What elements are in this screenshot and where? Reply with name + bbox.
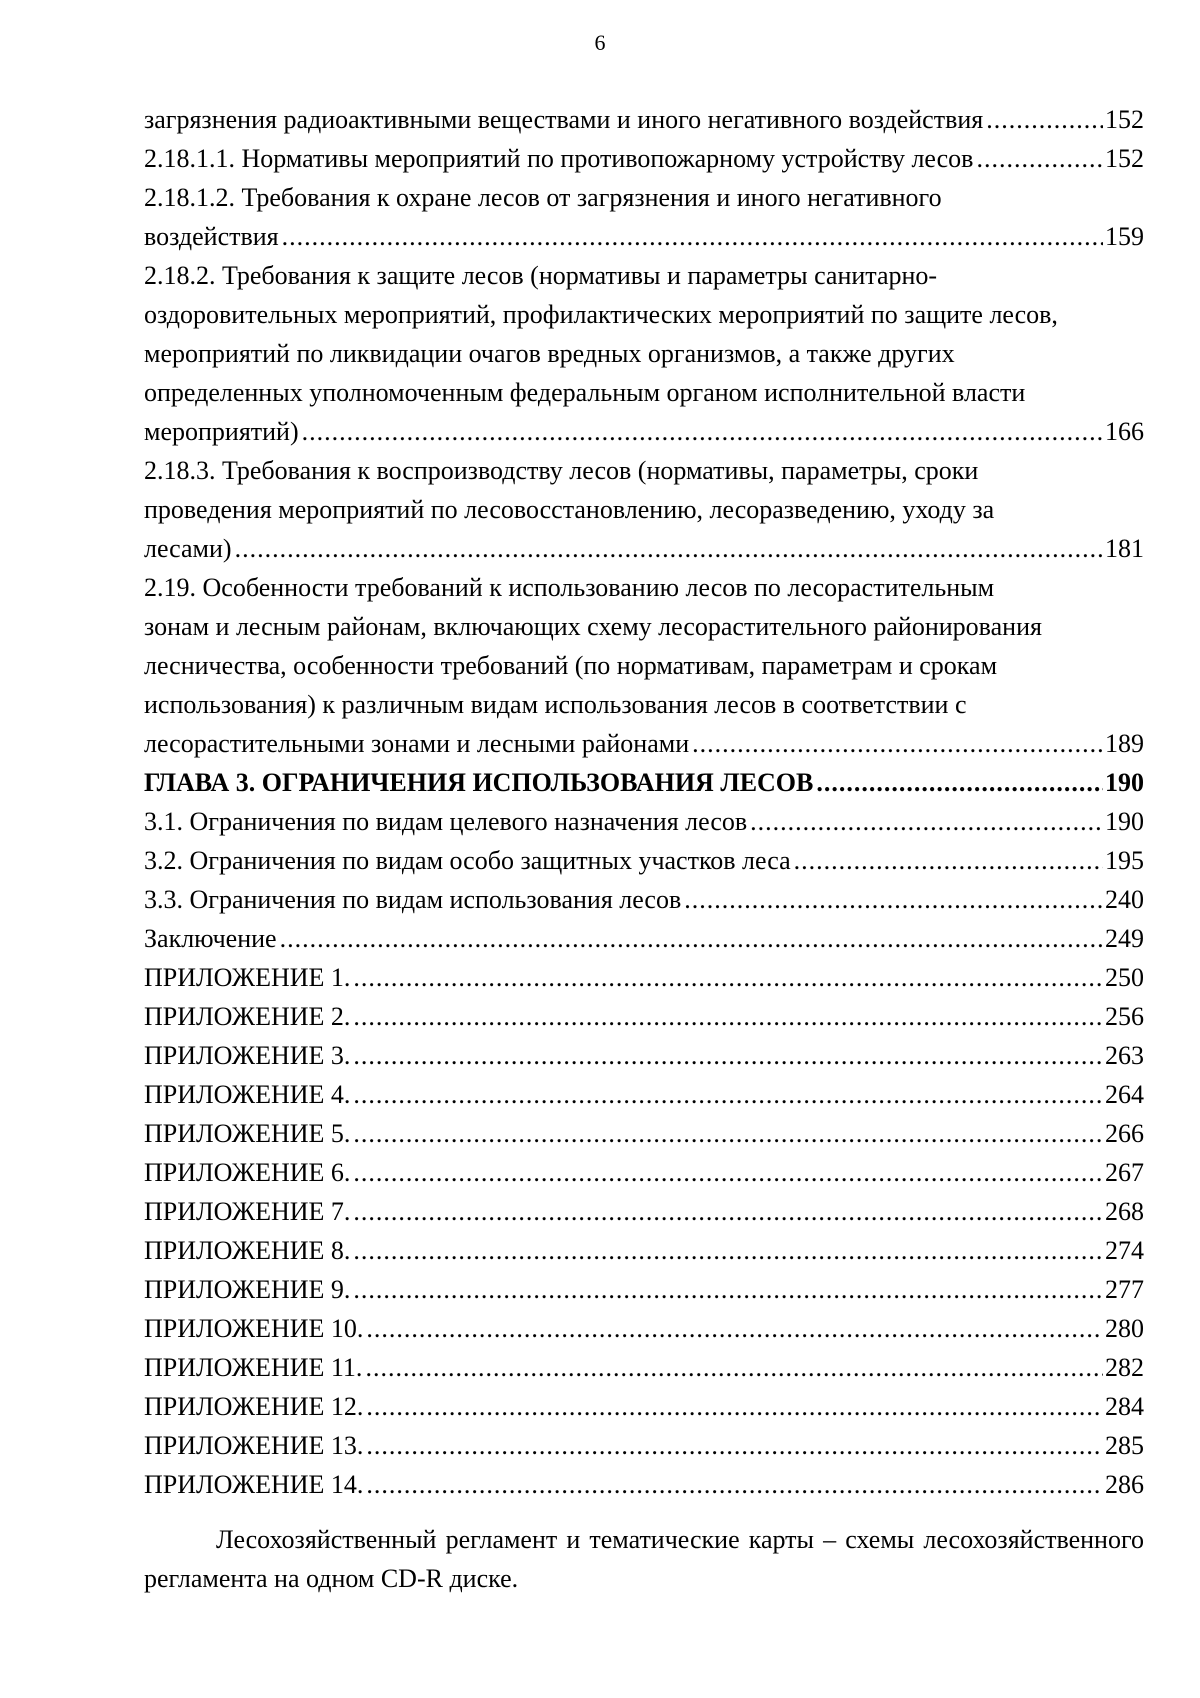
toc-entry-page: 256 — [1105, 1002, 1144, 1031]
toc-entry-page: 268 — [1105, 1197, 1144, 1226]
toc-entry[interactable] — [144, 1270, 1144, 1309]
toc-entry-last-line — [144, 1348, 1144, 1387]
toc-entry-title: лесорастительными зонами и лесными районами — [144, 729, 690, 758]
toc-entry-page: 266 — [1105, 1119, 1144, 1148]
toc-entry-last-line — [144, 802, 1144, 841]
toc-entry-page: 284 — [1105, 1392, 1144, 1421]
toc-entry-last-line — [144, 529, 1144, 568]
toc-entry-title: ПРИЛОЖЕНИЕ 8. — [144, 1236, 351, 1265]
toc-entry-title: лесами) — [144, 534, 232, 563]
toc-entry-last-line — [144, 412, 1144, 451]
toc-entry-title: ПРИЛОЖЕНИЕ 4. — [144, 1080, 351, 1109]
dot-leader — [353, 1036, 1103, 1075]
toc-entry[interactable] — [144, 997, 1144, 1036]
toc-entry-line: 2.18.3. Требования к воспроизводству лесов (нормативы, параметры, сроки — [144, 456, 979, 485]
toc-entry-line: 2.18.2. Требования к защите лесов (нормативы и параметры санитарно- — [144, 261, 938, 290]
toc-entry-page: 189 — [1105, 729, 1144, 758]
toc-entry-page: 190 — [1105, 807, 1144, 836]
dot-leader — [794, 841, 1103, 880]
toc-entry-last-line — [144, 841, 1144, 880]
dot-leader — [353, 997, 1103, 1036]
toc-entry[interactable] — [144, 1465, 1144, 1504]
toc-entry[interactable] — [144, 1075, 1144, 1114]
toc-entry[interactable] — [144, 1192, 1144, 1231]
dot-leader — [684, 880, 1103, 919]
toc-entry[interactable] — [144, 1231, 1144, 1270]
dot-leader — [353, 1153, 1103, 1192]
toc-entry[interactable] — [144, 1153, 1144, 1192]
toc-entry-last-line — [144, 880, 1144, 919]
dot-leader — [280, 919, 1103, 958]
dot-leader — [353, 1114, 1103, 1153]
toc-entry-line: 2.18.1.2. Требования к охране лесов от загрязнения и иного негативного — [144, 183, 942, 212]
toc-entry-title: 3.2. Ограничения по видам особо защитных участков леса — [144, 846, 791, 875]
toc-entry-page: 264 — [1105, 1080, 1144, 1109]
dot-leader — [353, 1192, 1103, 1231]
toc-entry-page: 166 — [1105, 417, 1144, 446]
toc-entry-title: Заключение — [144, 924, 277, 953]
dot-leader — [353, 958, 1103, 997]
toc-entry-last-line — [144, 1153, 1144, 1192]
toc-entry-line: лесничества, особенности требований (по нормативам, параметрам и срокам — [144, 651, 998, 680]
dot-leader — [282, 217, 1103, 256]
toc-entry-title: ПРИЛОЖЕНИЕ 13. — [144, 1431, 364, 1460]
toc-entry-last-line — [144, 724, 1144, 763]
toc-entry-line: зонам и лесным районам, включающих схему лесорастительного районирования — [144, 612, 1042, 641]
dot-leader — [366, 1465, 1103, 1504]
toc-entry-title: загрязнения радиоактивными веществами и иного негативного воздействия — [144, 105, 984, 134]
dot-leader — [353, 1075, 1103, 1114]
closing-text: Лесохозяйственный регламент и тематические карты – схемы лесохозяйственного регламента на одном CD-R диске. — [144, 1525, 1144, 1593]
toc-entry-title: ПРИЛОЖЕНИЕ 9. — [144, 1275, 351, 1304]
toc-entry-page: 240 — [1105, 885, 1144, 914]
toc-entry-title: мероприятий) — [144, 417, 299, 446]
dot-leader — [235, 529, 1103, 568]
toc-entry-line: 2.19. Особенности требований к использованию лесов по лесорастительным — [144, 573, 995, 602]
toc-entry[interactable] — [144, 451, 1144, 568]
toc-entry-title: ПРИЛОЖЕНИЕ 7. — [144, 1197, 351, 1226]
toc-entry-last-line — [144, 217, 1144, 256]
toc-entry[interactable] — [144, 256, 1144, 451]
toc-entry[interactable] — [144, 1036, 1144, 1075]
dot-leader — [353, 1270, 1103, 1309]
toc-entry-last-line — [144, 1270, 1144, 1309]
toc-entry-line: оздоровительных мероприятий, профилактических мероприятий по защите лесов, — [144, 300, 1058, 329]
toc-entry-title: 3.1. Ограничения по видам целевого назначения лесов — [144, 807, 748, 836]
dot-leader — [302, 412, 1103, 451]
toc-entry-page: 274 — [1105, 1236, 1144, 1265]
toc-entry-page: 267 — [1105, 1158, 1144, 1187]
dot-leader — [366, 1426, 1103, 1465]
toc-entry-title: ПРИЛОЖЕНИЕ 11. — [144, 1353, 363, 1382]
toc-entry-title: ПРИЛОЖЕНИЕ 3. — [144, 1041, 351, 1070]
toc-entry-last-line — [144, 1309, 1144, 1348]
dot-leader — [366, 1309, 1103, 1348]
toc-entry-title: ПРИЛОЖЕНИЕ 12. — [144, 1392, 364, 1421]
dot-leader — [353, 1231, 1103, 1270]
toc-entry-page: 277 — [1105, 1275, 1144, 1304]
toc-entry-last-line — [144, 1075, 1144, 1114]
toc-entry-page: 195 — [1105, 846, 1144, 875]
toc-entry[interactable] — [144, 139, 1144, 178]
closing-paragraph — [144, 1520, 1144, 1598]
table-of-contents — [144, 100, 1144, 1504]
toc-entry[interactable] — [144, 802, 1144, 841]
toc-entry[interactable] — [144, 1426, 1144, 1465]
toc-entry-last-line — [144, 1387, 1144, 1426]
toc-entry[interactable] — [144, 100, 1144, 139]
toc-entry-last-line — [144, 958, 1144, 997]
toc-entry-page: 152 — [1105, 105, 1144, 134]
toc-entry[interactable] — [144, 919, 1144, 958]
toc-entry-line: использования) к различным видам использования лесов в соответствии с — [144, 690, 967, 719]
toc-entry-last-line — [144, 139, 1144, 178]
toc-entry-title: 3.3. Ограничения по видам использования лесов — [144, 885, 682, 914]
toc-entry[interactable] — [144, 1348, 1144, 1387]
toc-entry-page: 263 — [1105, 1041, 1144, 1070]
toc-entry-last-line — [144, 1426, 1144, 1465]
toc-entry-last-line — [144, 1192, 1144, 1231]
toc-entry-title: ПРИЛОЖЕНИЕ 14. — [144, 1470, 364, 1499]
toc-entry-page: 190 — [1105, 768, 1144, 797]
toc-entry-line: проведения мероприятий по лесовосстановлению, лесоразведению, уходу за — [144, 495, 995, 524]
toc-entry-page: 181 — [1105, 534, 1144, 563]
toc-entry[interactable] — [144, 1387, 1144, 1426]
toc-entry[interactable] — [144, 568, 1144, 763]
toc-entry[interactable] — [144, 763, 1144, 802]
toc-entry-title: ПРИЛОЖЕНИЕ 10. — [144, 1314, 364, 1343]
toc-entry-last-line — [144, 1231, 1144, 1270]
toc-entry-last-line — [144, 919, 1144, 958]
dot-leader — [816, 763, 1103, 802]
page-number: 6 — [594, 30, 606, 55]
toc-entry-title: ПРИЛОЖЕНИЕ 5. — [144, 1119, 351, 1148]
toc-entry[interactable] — [144, 841, 1144, 880]
toc-entry-page: 286 — [1105, 1470, 1144, 1499]
toc-entry-title: ПРИЛОЖЕНИЕ 6. — [144, 1158, 351, 1187]
toc-entry-page: 250 — [1105, 963, 1144, 992]
toc-entry[interactable] — [144, 178, 1144, 256]
toc-entry-page: 282 — [1105, 1353, 1144, 1382]
toc-entry-title: ПРИЛОЖЕНИЕ 1. — [144, 963, 351, 992]
toc-entry-last-line — [144, 1036, 1144, 1075]
toc-entry-page: 249 — [1105, 924, 1144, 953]
toc-entry-title: ГЛАВА 3. ОГРАНИЧЕНИЯ ИСПОЛЬЗОВАНИЯ ЛЕСОВ — [144, 768, 814, 797]
dot-leader — [986, 100, 1103, 139]
dot-leader — [750, 802, 1103, 841]
toc-entry-page: 280 — [1105, 1314, 1144, 1343]
toc-entry-line: мероприятий по ликвидации очагов вредных организмов, а также других — [144, 339, 955, 368]
toc-entry-last-line — [144, 100, 1144, 139]
toc-entry-title: воздействия — [144, 222, 279, 251]
toc-entry[interactable] — [144, 958, 1144, 997]
toc-entry-page: 285 — [1105, 1431, 1144, 1460]
toc-entry-last-line — [144, 1114, 1144, 1153]
toc-entry[interactable] — [144, 1309, 1144, 1348]
toc-entry-title: ПРИЛОЖЕНИЕ 2. — [144, 1002, 351, 1031]
toc-entry[interactable] — [144, 880, 1144, 919]
toc-entry[interactable] — [144, 1114, 1144, 1153]
dot-leader — [976, 139, 1103, 178]
dot-leader — [692, 724, 1103, 763]
toc-entry-page: 152 — [1105, 144, 1144, 173]
toc-entry-page: 159 — [1105, 222, 1144, 251]
toc-entry-title: 2.18.1.1. Нормативы мероприятий по противопожарному устройству лесов — [144, 144, 974, 173]
dot-leader — [365, 1348, 1103, 1387]
toc-entry-line: определенных уполномоченным федеральным органом исполнительной власти — [144, 378, 1026, 407]
toc-entry-last-line — [144, 763, 1144, 802]
toc-entry-last-line — [144, 997, 1144, 1036]
dot-leader — [366, 1387, 1103, 1426]
toc-entry-last-line — [144, 1465, 1144, 1504]
